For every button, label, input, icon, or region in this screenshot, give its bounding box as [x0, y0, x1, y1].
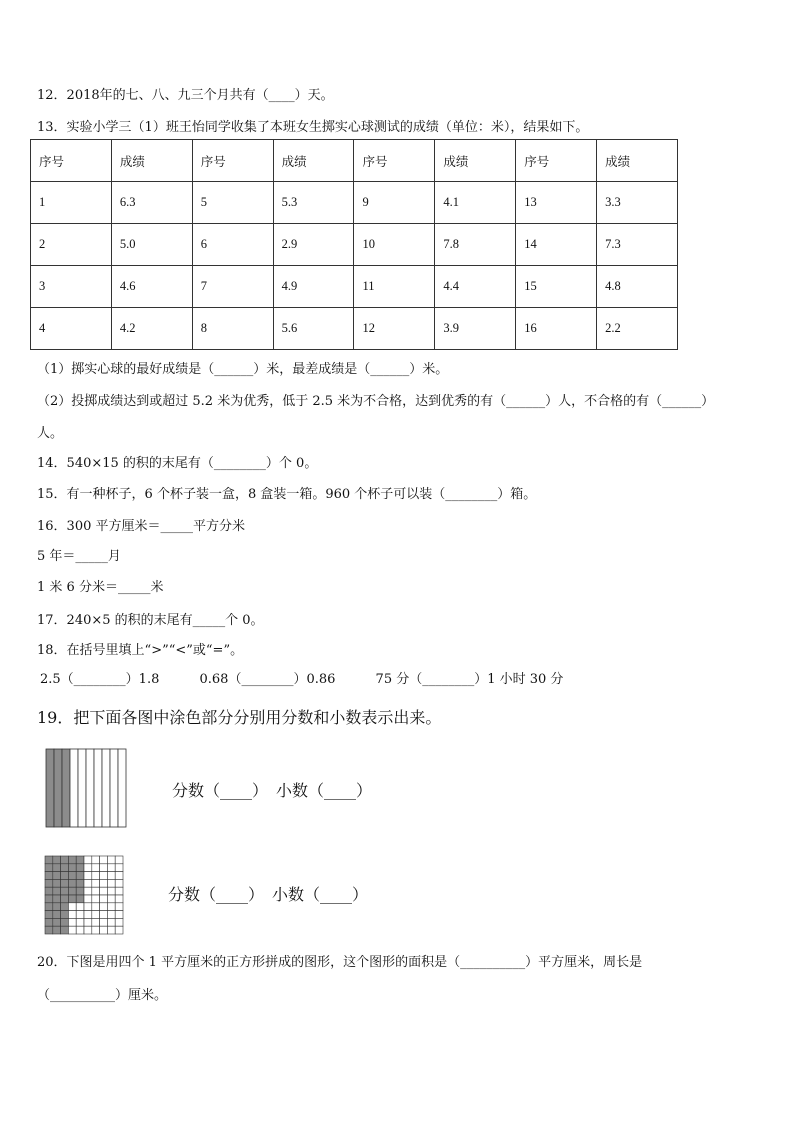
grid-cell — [92, 911, 100, 919]
table-cell: 5.0 — [111, 224, 192, 266]
table-cell: 3.3 — [597, 182, 678, 224]
strip — [102, 749, 110, 827]
shaded-grid-cell — [53, 856, 61, 864]
grid-cell — [107, 887, 115, 895]
grid-cell — [100, 887, 108, 895]
table-cell: 15 — [516, 266, 597, 308]
grid-cell — [68, 918, 76, 926]
grid-cell — [107, 926, 115, 934]
grid-cell — [107, 911, 115, 919]
grid-cell — [100, 903, 108, 911]
grid-cell — [115, 879, 123, 887]
grid-cell — [84, 872, 92, 880]
shaded-grid-cell — [76, 895, 84, 903]
table-header-cell: 成绩 — [111, 140, 192, 182]
shaded-grid-cell — [45, 879, 53, 887]
shaded-strip — [46, 749, 54, 827]
shaded-grid-cell — [76, 856, 84, 864]
shaded-grid-cell — [53, 864, 61, 872]
table-row — [31, 224, 678, 266]
question-13-sub2a: （2）投掷成绩达到或超过 5.2 米为优秀，低于 2.5 米为不合格，达到优秀的有（______）人，不合格的有（______） — [37, 394, 715, 409]
shaded-grid-cell — [53, 872, 61, 880]
shaded-grid-cell — [45, 903, 53, 911]
strip — [94, 749, 102, 827]
grid-cell — [92, 856, 100, 864]
scores-table — [30, 139, 678, 350]
table-cell: 2.2 — [597, 308, 678, 350]
grid-cell — [100, 918, 108, 926]
grid-cell — [92, 895, 100, 903]
grid-cell — [115, 903, 123, 911]
table-cell: 11 — [354, 266, 435, 308]
table-header-row — [31, 140, 678, 182]
table-cell: 4.4 — [435, 266, 516, 308]
table-header-cell: 成绩 — [435, 140, 516, 182]
grid-cell — [84, 895, 92, 903]
grid-cell — [100, 872, 108, 880]
shaded-strip — [54, 749, 62, 827]
grid-cell — [107, 918, 115, 926]
question-15: 15．有一种杯子，6 个杯子装一盒，8 盒装一箱。960 个杯子可以装（________）箱。 — [37, 487, 537, 502]
shaded-grid-cell — [45, 864, 53, 872]
shaded-grid-cell — [76, 887, 84, 895]
grid-cell — [76, 926, 84, 934]
shaded-grid-cell — [45, 872, 53, 880]
grid-cell — [84, 903, 92, 911]
shaded-grid-cell — [61, 872, 69, 880]
strip — [86, 749, 94, 827]
shaded-grid-cell — [53, 926, 61, 934]
table-cell: 5.3 — [273, 182, 354, 224]
table-cell: 1 — [31, 182, 112, 224]
table-cell: 4.2 — [111, 308, 192, 350]
grid-cell — [76, 911, 84, 919]
shaded-grid-cell — [61, 911, 69, 919]
grid-cell — [107, 879, 115, 887]
table-cell: 6.3 — [111, 182, 192, 224]
question-18-prompt: 18．在括号里填上“>”“<”或“=”。 — [37, 643, 244, 658]
grid-cell — [107, 864, 115, 872]
shaded-grid-cell — [45, 895, 53, 903]
question-19-prompt: 19．把下面各图中涂色部分分别用分数和小数表示出来。 — [37, 708, 442, 727]
table-cell: 13 — [516, 182, 597, 224]
grid-cell — [84, 887, 92, 895]
shaded-grid-cell — [53, 903, 61, 911]
grid-cell — [84, 864, 92, 872]
table-header-cell: 序号 — [192, 140, 273, 182]
shaded-grid-cell — [61, 856, 69, 864]
shaded-grid-cell — [53, 918, 61, 926]
grid-cell — [92, 879, 100, 887]
table-row — [31, 182, 678, 224]
table-cell: 9 — [354, 182, 435, 224]
grid-cell — [92, 926, 100, 934]
table-cell: 3.9 — [435, 308, 516, 350]
grid-cell — [107, 903, 115, 911]
table-cell: 12 — [354, 308, 435, 350]
grid-cell — [68, 911, 76, 919]
question-20b: （__________）厘米。 — [37, 988, 168, 1003]
shaded-grid-cell — [45, 911, 53, 919]
table-cell: 4.1 — [435, 182, 516, 224]
table-header-cell: 成绩 — [597, 140, 678, 182]
question-12: 12．2018年的七、八、九三个月共有（____）天。 — [37, 88, 334, 103]
table-header-cell: 序号 — [354, 140, 435, 182]
grid-cell — [68, 903, 76, 911]
grid-cell — [100, 879, 108, 887]
figure-1-labels: 分数（____） 小数（____） — [172, 781, 373, 800]
grid-cell — [115, 864, 123, 872]
grid-cell — [84, 879, 92, 887]
table-cell: 7 — [192, 266, 273, 308]
table-cell: 5.6 — [273, 308, 354, 350]
shaded-grid-cell — [61, 879, 69, 887]
shaded-strip — [62, 749, 70, 827]
shaded-grid-cell — [68, 887, 76, 895]
shaded-grid-cell — [61, 903, 69, 911]
shaded-grid-cell — [61, 895, 69, 903]
strip — [78, 749, 86, 827]
grid-cell — [84, 911, 92, 919]
grid-cell — [115, 872, 123, 880]
shaded-grid-cell — [53, 887, 61, 895]
grid-cell — [107, 895, 115, 903]
shaded-grid-cell — [68, 864, 76, 872]
grid-cell — [76, 918, 84, 926]
grid-cell — [107, 872, 115, 880]
grid-cell — [100, 911, 108, 919]
shaded-grid-cell — [68, 895, 76, 903]
shaded-grid-cell — [53, 895, 61, 903]
grid-cell — [107, 856, 115, 864]
shaded-grid-cell — [68, 872, 76, 880]
grid-cell — [92, 918, 100, 926]
grid-cell — [115, 856, 123, 864]
shaded-grid-cell — [45, 887, 53, 895]
grid-cell — [100, 856, 108, 864]
grid-cell — [115, 926, 123, 934]
table-cell: 3 — [31, 266, 112, 308]
question-16c: 1 米 6 分米＝_____米 — [37, 580, 164, 595]
grid-cell — [115, 911, 123, 919]
table-cell: 4.9 — [273, 266, 354, 308]
table-cell: 7.8 — [435, 224, 516, 266]
strip — [70, 749, 78, 827]
grid-cell — [84, 926, 92, 934]
figure-grid — [44, 855, 124, 935]
compare-item: 75 分（________）1 小时 30 分 — [375, 672, 564, 687]
table-cell: 2 — [31, 224, 112, 266]
shaded-grid-cell — [53, 911, 61, 919]
shaded-grid-cell — [61, 887, 69, 895]
table-row — [31, 266, 678, 308]
grid-cell — [92, 864, 100, 872]
shaded-grid-cell — [76, 864, 84, 872]
figure-strips — [45, 748, 127, 828]
grid-cell — [84, 918, 92, 926]
grid-cell — [115, 895, 123, 903]
table-cell: 6 — [192, 224, 273, 266]
shaded-grid-cell — [45, 918, 53, 926]
table-cell: 16 — [516, 308, 597, 350]
grid-cell — [76, 903, 84, 911]
question-14: 14．540×15 的积的末尾有（________）个 0。 — [37, 456, 318, 471]
grid-cell — [84, 856, 92, 864]
question-16b: 5 年＝_____月 — [37, 549, 121, 564]
grid-cell — [92, 887, 100, 895]
compare-item: 2.5（________）1.8 — [40, 672, 160, 687]
compare-item: 0.68（________）0.86 — [199, 672, 336, 687]
grid-cell — [100, 864, 108, 872]
question-16a: 16．300 平方厘米＝_____平方分米 — [37, 519, 245, 534]
shaded-grid-cell — [76, 879, 84, 887]
table-cell: 14 — [516, 224, 597, 266]
shaded-grid-cell — [61, 864, 69, 872]
table-cell: 8 — [192, 308, 273, 350]
shaded-grid-cell — [76, 872, 84, 880]
question-13-sub1: （1）掷实心球的最好成绩是（______）米，最差成绩是（______）米。 — [37, 362, 449, 377]
grid-cell — [115, 918, 123, 926]
shaded-grid-cell — [68, 856, 76, 864]
question-13-sub2b: 人。 — [37, 426, 64, 441]
strip — [110, 749, 118, 827]
shaded-grid-cell — [61, 918, 69, 926]
table-cell: 10 — [354, 224, 435, 266]
table-cell: 5 — [192, 182, 273, 224]
question-13-prompt: 13．实验小学三（1）班王怡同学收集了本班女生掷实心球测试的成绩（单位：米），结果如下。 — [37, 120, 589, 135]
shaded-grid-cell — [68, 879, 76, 887]
question-20a: 20．下图是用四个 1 平方厘米的正方形拼成的图形，这个图形的面积是（__________）平方厘米，周长是 — [37, 955, 643, 970]
grid-cell — [100, 926, 108, 934]
shaded-grid-cell — [45, 926, 53, 934]
grid-cell — [100, 895, 108, 903]
question-18-items — [40, 668, 599, 687]
table-cell: 2.9 — [273, 224, 354, 266]
table-cell: 4.6 — [111, 266, 192, 308]
shaded-grid-cell — [45, 856, 53, 864]
table-cell: 7.3 — [597, 224, 678, 266]
shaded-grid-cell — [53, 879, 61, 887]
table-cell: 4.8 — [597, 266, 678, 308]
table-header-cell: 序号 — [516, 140, 597, 182]
shaded-grid-cell — [61, 926, 69, 934]
grid-cell — [115, 887, 123, 895]
table-header-cell: 成绩 — [273, 140, 354, 182]
grid-cell — [92, 872, 100, 880]
table-header-cell: 序号 — [31, 140, 112, 182]
question-17: 17．240×5 的积的末尾有_____个 0。 — [37, 613, 264, 628]
strip — [118, 749, 126, 827]
grid-cell — [92, 903, 100, 911]
table-cell: 4 — [31, 308, 112, 350]
figure-2-labels: 分数（____） 小数（____） — [168, 885, 369, 904]
grid-cell — [68, 926, 76, 934]
table-row — [31, 308, 678, 350]
